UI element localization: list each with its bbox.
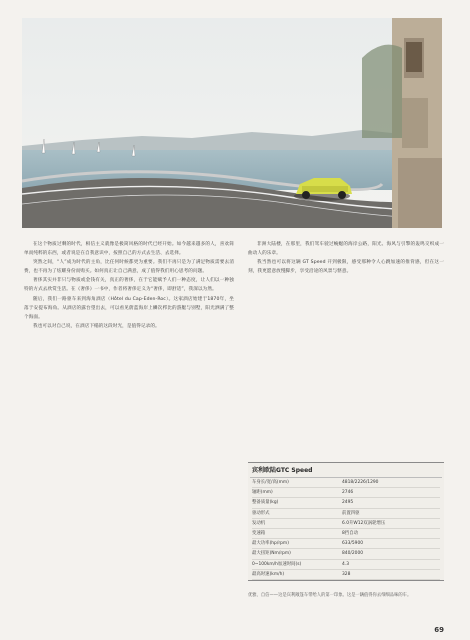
paragraph: 突然之间，“人”成为时代的主角，比任何时候都更为重要。我们不再只是为了满足物质需要去消费，也不再为了炫耀身份而购买。如何真正让自己满意，成了值得我们用心思考的问题。 [24,260,234,275]
spec-row [248,498,444,508]
spec-label: 驱动形式 [252,509,342,519]
spec-value: 840/2000 [342,549,440,559]
spec-label: 最高时速(km/h) [252,570,342,580]
spec-value: 6.0升W12双涡轮增压 [342,519,440,529]
spec-label: 0~100km/h加速时间(s) [252,560,342,570]
spec-value: 前置四驱 [342,509,440,519]
right-column-text [248,240,444,276]
spec-row [248,488,444,498]
spec-value: 328 [342,570,440,580]
spec-label: 最大扭矩(Nm/rpm) [252,549,342,559]
page-number: 69 [434,626,444,634]
spec-row [248,560,444,570]
spec-table [248,462,444,581]
paragraph: 奢侈其实并非只与物质或金钱有关，真正的奢侈，在于它能赋予人们一种态度，让人们以一种独特的方式去欣赏生活。在《奢侈》一书中，作者将奢侈定义为“奢侈，即舒适”，我深以为然。 [24,278,234,293]
spec-row [248,519,444,529]
spec-value: 2495 [342,498,440,508]
spec-title: 宾利欧陆GTC Speed [250,463,442,478]
paragraph: 我也可以对自己说，在酒店下榻的这段时光，是值得记录的。 [33,323,160,329]
spec-value: 4818/2226/1290 [342,478,440,488]
spec-row [248,539,444,549]
spec-value: 2746 [342,488,440,498]
paragraph: 我当然也可以将这辆 GT Speed 开到极限，感受那种令人心跳加速的推背感，但在这一刻，我更愿意放慢脚步，享受沿途的风景与惬意。 [248,260,444,275]
spec-row [248,478,444,488]
coastal-road-car-image [22,18,442,228]
spec-row [248,509,444,519]
photo-caption: 优雅、自信——这是宾利敞篷车带给人的第一印象。这是一辆值得你去细细品味的车。 [248,593,412,598]
spec-row [248,570,444,580]
hero-photo [22,18,442,228]
spec-label: 最大功率(hp/rpm) [252,539,342,549]
spec-value: 4.3 [342,560,440,570]
left-column-text [24,240,234,331]
spec-label: 整备质量(kg) [252,498,342,508]
paragraph: 在这个物质过剩的时代，相信主义就像是极简风格的时代已经开始。如今越来越多的人，喜欢简单而纯粹的东西，或者说是在自我意识中，按照自己的方式去生活、去选择。 [24,242,234,257]
spec-value: 633/5900 [342,539,440,549]
spec-label: 轴距(mm) [252,488,342,498]
spec-row [248,549,444,559]
spec-label: 车身长/宽/高(mm) [252,478,342,488]
spec-value: 8挡自动 [342,529,440,539]
spec-row [248,529,444,539]
paragraph: 非洲大陆楼，在那里，我们驾车驶过蜿蜒的海岸公路，阳光、海风与引擎的轰鸣交织成一曲动人的乐章。 [248,242,444,257]
paragraph: 随后，我们一路驱车来到海角酒店（Hôtel du Cap-Eden-Roc）。这家酒店始建于1870年，坐落于安提布海角。从酒店的露台望出去，可以看见蔚蓝海岸上鳞次栉比的游艇与别墅，阳光洒满了整个海面。 [24,296,234,320]
spec-label: 发动机 [252,519,342,529]
spec-label: 变速箱 [252,529,342,539]
